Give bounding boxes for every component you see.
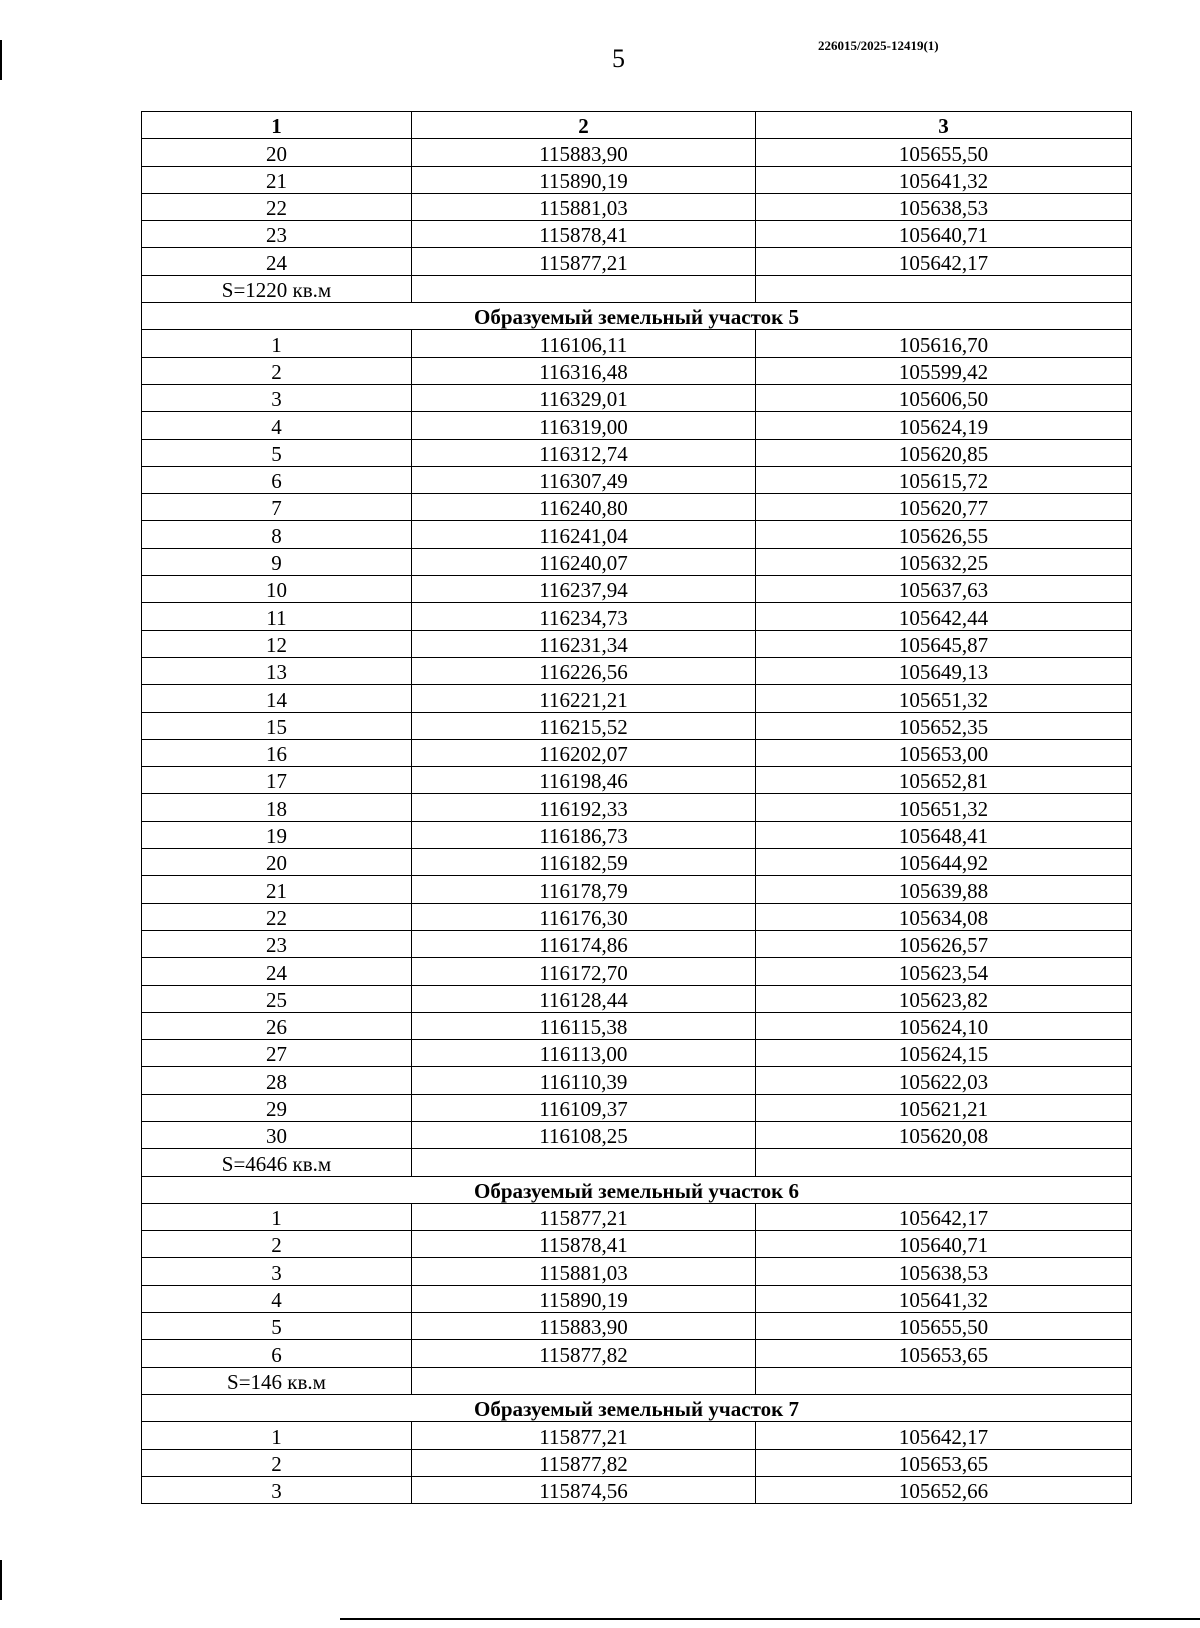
y-coordinate-cell: 105622,03 xyxy=(756,1067,1132,1094)
table-row xyxy=(142,712,1132,739)
x-coordinate-cell: 116192,33 xyxy=(412,794,756,821)
x-coordinate-cell: 116231,34 xyxy=(412,630,756,657)
section-header-row xyxy=(142,303,1132,330)
x-coordinate-cell: 115877,82 xyxy=(412,1340,756,1367)
point-number-cell: 30 xyxy=(142,1121,412,1148)
area-cell: S=1220 кв.м xyxy=(142,275,412,302)
point-number-cell: 6 xyxy=(142,1340,412,1367)
y-coordinate-cell: 105653,00 xyxy=(756,739,1132,766)
point-number-cell: 7 xyxy=(142,494,412,521)
section-header-row xyxy=(142,1394,1132,1421)
point-number-cell: 20 xyxy=(142,849,412,876)
table-row xyxy=(142,657,1132,684)
x-coordinate-cell: 116240,07 xyxy=(412,548,756,575)
scan-edge-mark xyxy=(0,1560,2,1600)
x-coordinate-cell: 116186,73 xyxy=(412,821,756,848)
y-coordinate-cell: 105634,08 xyxy=(756,903,1132,930)
table-row xyxy=(142,685,1132,712)
point-number-cell: 1 xyxy=(142,330,412,357)
table-row xyxy=(142,439,1132,466)
y-coordinate-cell: 105649,13 xyxy=(756,657,1132,684)
point-number-cell: 23 xyxy=(142,930,412,957)
x-coordinate-cell: 116316,48 xyxy=(412,357,756,384)
table-row xyxy=(142,1040,1132,1067)
x-coordinate-cell: 115881,03 xyxy=(412,1258,756,1285)
point-number-cell: 24 xyxy=(142,958,412,985)
table-row xyxy=(142,494,1132,521)
point-number-cell: 23 xyxy=(142,221,412,248)
x-coordinate-cell: 115877,21 xyxy=(412,1422,756,1449)
point-number-cell: 4 xyxy=(142,412,412,439)
point-number-cell: 3 xyxy=(142,384,412,411)
table-row xyxy=(142,767,1132,794)
x-coordinate-cell: 115883,90 xyxy=(412,1313,756,1340)
x-coordinate-cell: 115877,82 xyxy=(412,1449,756,1476)
point-number-cell: 22 xyxy=(142,193,412,220)
point-number-cell: 4 xyxy=(142,1285,412,1312)
area-cell: S=146 кв.м xyxy=(142,1367,412,1394)
x-coordinate-cell: 115883,90 xyxy=(412,139,756,166)
table-row xyxy=(142,903,1132,930)
y-coordinate-cell: 105642,17 xyxy=(756,1203,1132,1230)
y-coordinate-cell: 105632,25 xyxy=(756,548,1132,575)
x-coordinate-cell: 116128,44 xyxy=(412,985,756,1012)
y-coordinate-cell: 105623,82 xyxy=(756,985,1132,1012)
point-number-cell: 26 xyxy=(142,1012,412,1039)
y-coordinate-cell: 105645,87 xyxy=(756,630,1132,657)
point-number-cell: 5 xyxy=(142,1313,412,1340)
table-row xyxy=(142,330,1132,357)
table-row xyxy=(142,1067,1132,1094)
y-coordinate-cell: 105651,32 xyxy=(756,794,1132,821)
scan-edge-mark xyxy=(0,40,2,80)
x-coordinate-cell: 115874,56 xyxy=(412,1476,756,1503)
table-row xyxy=(142,876,1132,903)
point-number-cell: 1 xyxy=(142,1422,412,1449)
column-header-2: 2 xyxy=(412,112,756,139)
column-header-1: 1 xyxy=(142,112,412,139)
table-row xyxy=(142,248,1132,275)
table-row xyxy=(142,1313,1132,1340)
x-coordinate-cell: 115881,03 xyxy=(412,193,756,220)
y-coordinate-cell: 105623,54 xyxy=(756,958,1132,985)
y-coordinate-cell: 105651,32 xyxy=(756,685,1132,712)
point-number-cell: 21 xyxy=(142,876,412,903)
y-coordinate-cell: 105626,57 xyxy=(756,930,1132,957)
y-coordinate-cell: 105624,19 xyxy=(756,412,1132,439)
table-row xyxy=(142,1476,1132,1503)
y-coordinate-cell: 105638,53 xyxy=(756,1258,1132,1285)
empty-cell xyxy=(412,1149,756,1176)
table-row xyxy=(142,1285,1132,1312)
table-row xyxy=(142,739,1132,766)
x-coordinate-cell: 115878,41 xyxy=(412,221,756,248)
point-number-cell: 29 xyxy=(142,1094,412,1121)
table-row xyxy=(142,794,1132,821)
point-number-cell: 20 xyxy=(142,139,412,166)
table-row xyxy=(142,1340,1132,1367)
point-number-cell: 27 xyxy=(142,1040,412,1067)
table-row xyxy=(142,849,1132,876)
x-coordinate-cell: 116237,94 xyxy=(412,576,756,603)
y-coordinate-cell: 105648,41 xyxy=(756,821,1132,848)
table-row xyxy=(142,412,1132,439)
y-coordinate-cell: 105621,21 xyxy=(756,1094,1132,1121)
x-coordinate-cell: 115890,19 xyxy=(412,1285,756,1312)
x-coordinate-cell: 116172,70 xyxy=(412,958,756,985)
table-row xyxy=(142,548,1132,575)
y-coordinate-cell: 105606,50 xyxy=(756,384,1132,411)
table-row xyxy=(142,1449,1132,1476)
y-coordinate-cell: 105599,42 xyxy=(756,357,1132,384)
table-row xyxy=(142,958,1132,985)
table-row xyxy=(142,1121,1132,1148)
point-number-cell: 2 xyxy=(142,1449,412,1476)
x-coordinate-cell: 116226,56 xyxy=(412,657,756,684)
point-number-cell: 1 xyxy=(142,1203,412,1230)
point-number-cell: 19 xyxy=(142,821,412,848)
y-coordinate-cell: 105655,50 xyxy=(756,1313,1132,1340)
x-coordinate-cell: 116221,21 xyxy=(412,685,756,712)
point-number-cell: 14 xyxy=(142,685,412,712)
table-row xyxy=(142,357,1132,384)
point-number-cell: 3 xyxy=(142,1258,412,1285)
y-coordinate-cell: 105642,17 xyxy=(756,248,1132,275)
table-row xyxy=(142,1203,1132,1230)
y-coordinate-cell: 105641,32 xyxy=(756,1285,1132,1312)
x-coordinate-cell: 116241,04 xyxy=(412,521,756,548)
table-row xyxy=(142,985,1132,1012)
page-number: 5 xyxy=(612,44,625,73)
point-number-cell: 18 xyxy=(142,794,412,821)
y-coordinate-cell: 105652,81 xyxy=(756,767,1132,794)
section-title: Образуемый земельный участок 6 xyxy=(142,1176,1132,1203)
table-row xyxy=(142,603,1132,630)
y-coordinate-cell: 105620,77 xyxy=(756,494,1132,521)
point-number-cell: 28 xyxy=(142,1067,412,1094)
x-coordinate-cell: 116240,80 xyxy=(412,494,756,521)
x-coordinate-cell: 116234,73 xyxy=(412,603,756,630)
x-coordinate-cell: 115877,21 xyxy=(412,1203,756,1230)
y-coordinate-cell: 105652,66 xyxy=(756,1476,1132,1503)
table-row xyxy=(142,466,1132,493)
empty-cell xyxy=(756,275,1132,302)
table-row xyxy=(142,930,1132,957)
y-coordinate-cell: 105642,17 xyxy=(756,1422,1132,1449)
point-number-cell: 22 xyxy=(142,903,412,930)
x-coordinate-cell: 116198,46 xyxy=(412,767,756,794)
x-coordinate-cell: 115877,21 xyxy=(412,248,756,275)
coordinates-table xyxy=(141,111,1132,1504)
section-title: Образуемый земельный участок 5 xyxy=(142,303,1132,330)
x-coordinate-cell: 116307,49 xyxy=(412,466,756,493)
point-number-cell: 2 xyxy=(142,1231,412,1258)
area-row xyxy=(142,275,1132,302)
x-coordinate-cell: 116329,01 xyxy=(412,384,756,411)
y-coordinate-cell: 105626,55 xyxy=(756,521,1132,548)
point-number-cell: 24 xyxy=(142,248,412,275)
y-coordinate-cell: 105637,63 xyxy=(756,576,1132,603)
y-coordinate-cell: 105644,92 xyxy=(756,849,1132,876)
x-coordinate-cell: 116319,00 xyxy=(412,412,756,439)
x-coordinate-cell: 116312,74 xyxy=(412,439,756,466)
x-coordinate-cell: 116106,11 xyxy=(412,330,756,357)
y-coordinate-cell: 105624,10 xyxy=(756,1012,1132,1039)
table-row xyxy=(142,166,1132,193)
y-coordinate-cell: 105620,85 xyxy=(756,439,1132,466)
x-coordinate-cell: 116176,30 xyxy=(412,903,756,930)
point-number-cell: 9 xyxy=(142,548,412,575)
table-row xyxy=(142,521,1132,548)
point-number-cell: 12 xyxy=(142,630,412,657)
point-number-cell: 15 xyxy=(142,712,412,739)
x-coordinate-cell: 116108,25 xyxy=(412,1121,756,1148)
x-coordinate-cell: 115878,41 xyxy=(412,1231,756,1258)
table-row xyxy=(142,221,1132,248)
empty-cell xyxy=(412,1367,756,1394)
x-coordinate-cell: 116115,38 xyxy=(412,1012,756,1039)
x-coordinate-cell: 116109,37 xyxy=(412,1094,756,1121)
point-number-cell: 8 xyxy=(142,521,412,548)
column-header-3: 3 xyxy=(756,112,1132,139)
x-coordinate-cell: 116110,39 xyxy=(412,1067,756,1094)
x-coordinate-cell: 116174,86 xyxy=(412,930,756,957)
table-row xyxy=(142,1012,1132,1039)
y-coordinate-cell: 105616,70 xyxy=(756,330,1132,357)
table-row xyxy=(142,576,1132,603)
y-coordinate-cell: 105620,08 xyxy=(756,1121,1132,1148)
table-row xyxy=(142,193,1132,220)
area-row xyxy=(142,1149,1132,1176)
table-row xyxy=(142,1231,1132,1258)
point-number-cell: 2 xyxy=(142,357,412,384)
point-number-cell: 21 xyxy=(142,166,412,193)
point-number-cell: 16 xyxy=(142,739,412,766)
table-row xyxy=(142,1258,1132,1285)
point-number-cell: 10 xyxy=(142,576,412,603)
point-number-cell: 3 xyxy=(142,1476,412,1503)
table-row xyxy=(142,139,1132,166)
point-number-cell: 17 xyxy=(142,767,412,794)
document-code: 226015/2025-12419(1) xyxy=(818,38,939,53)
table-row xyxy=(142,1094,1132,1121)
y-coordinate-cell: 105639,88 xyxy=(756,876,1132,903)
header-row xyxy=(142,112,1132,139)
y-coordinate-cell: 105615,72 xyxy=(756,466,1132,493)
table-row xyxy=(142,821,1132,848)
table-row xyxy=(142,630,1132,657)
x-coordinate-cell: 116215,52 xyxy=(412,712,756,739)
empty-cell xyxy=(756,1367,1132,1394)
y-coordinate-cell: 105640,71 xyxy=(756,1231,1132,1258)
section-title: Образуемый земельный участок 7 xyxy=(142,1394,1132,1421)
area-cell: S=4646 кв.м xyxy=(142,1149,412,1176)
empty-cell xyxy=(412,275,756,302)
y-coordinate-cell: 105653,65 xyxy=(756,1340,1132,1367)
y-coordinate-cell: 105640,71 xyxy=(756,221,1132,248)
y-coordinate-cell: 105642,44 xyxy=(756,603,1132,630)
y-coordinate-cell: 105653,65 xyxy=(756,1449,1132,1476)
section-header-row xyxy=(142,1176,1132,1203)
point-number-cell: 5 xyxy=(142,439,412,466)
x-coordinate-cell: 116178,79 xyxy=(412,876,756,903)
table-body xyxy=(142,139,1132,1504)
point-number-cell: 11 xyxy=(142,603,412,630)
empty-cell xyxy=(756,1149,1132,1176)
table-row xyxy=(142,1422,1132,1449)
y-coordinate-cell: 105655,50 xyxy=(756,139,1132,166)
table-header xyxy=(142,112,1132,139)
point-number-cell: 13 xyxy=(142,657,412,684)
point-number-cell: 25 xyxy=(142,985,412,1012)
y-coordinate-cell: 105638,53 xyxy=(756,193,1132,220)
y-coordinate-cell: 105652,35 xyxy=(756,712,1132,739)
point-number-cell: 6 xyxy=(142,466,412,493)
area-row xyxy=(142,1367,1132,1394)
scan-bottom-line xyxy=(340,1618,1200,1620)
x-coordinate-cell: 115890,19 xyxy=(412,166,756,193)
x-coordinate-cell: 116113,00 xyxy=(412,1040,756,1067)
y-coordinate-cell: 105641,32 xyxy=(756,166,1132,193)
x-coordinate-cell: 116182,59 xyxy=(412,849,756,876)
y-coordinate-cell: 105624,15 xyxy=(756,1040,1132,1067)
x-coordinate-cell: 116202,07 xyxy=(412,739,756,766)
table-row xyxy=(142,384,1132,411)
